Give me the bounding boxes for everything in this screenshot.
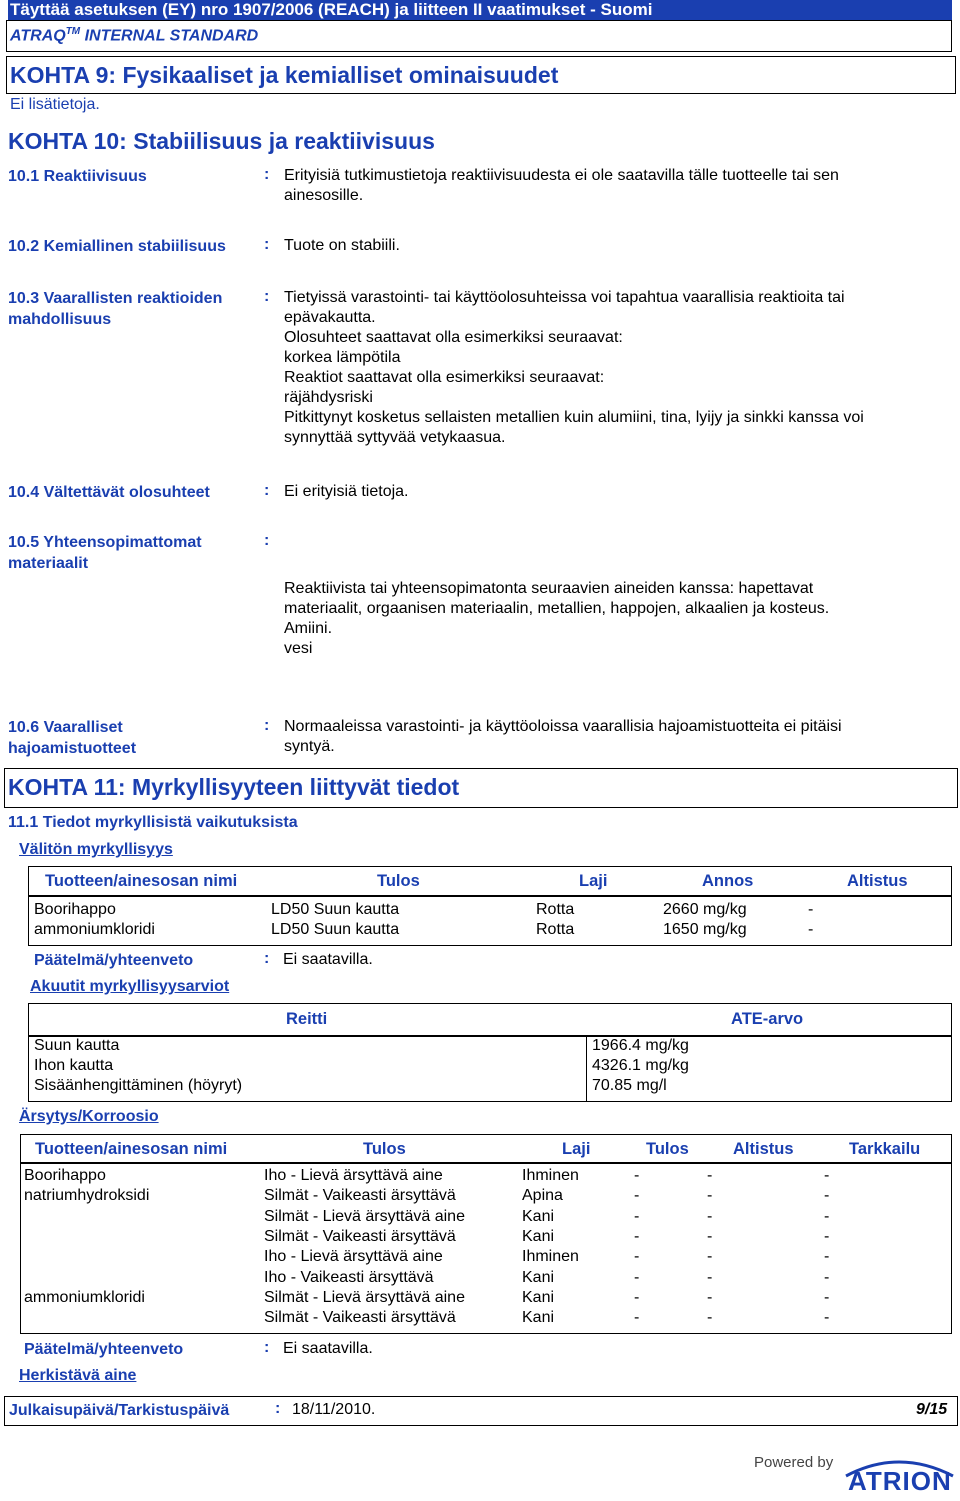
item-10-4-label: 10.4 Vältettävät olosuhteet (8, 484, 210, 501)
irr-row-species: Kani (522, 1309, 555, 1327)
ate-row-route: Suun kautta (34, 1037, 120, 1054)
irritation-conclusion-value: Ei saatavilla. (283, 1340, 373, 1357)
irr-row-species: Kani (522, 1207, 555, 1225)
acute-conclusion-label: Päätelmä/yhteenveto (34, 952, 194, 969)
irr-row-name: ammoniumkloridi (24, 1288, 145, 1306)
acute-row-result: LD50 Suun kautta (271, 921, 400, 938)
acute-row-result: LD50 Suun kautta (271, 901, 400, 918)
irr-row-observation: - (824, 1227, 830, 1245)
irr-row-species: Kani (522, 1288, 555, 1306)
powered-by-text: Powered by (754, 1454, 834, 1471)
section11-title: KOHTA 11: Myrkyllisyyteen liittyvät tiedot (8, 774, 460, 800)
irritation-table-body (20, 1163, 952, 1334)
irr-col-exposure: Altistus (733, 1140, 794, 1158)
irr-row-exposure: - (707, 1309, 713, 1327)
irr-row-exposure: - (707, 1187, 713, 1205)
irr-row-name: Boorihappo (24, 1167, 106, 1184)
irr-col-name: Tuotteen/ainesosan nimi (35, 1140, 228, 1158)
footer-date-value: 18/11/2010. (292, 1401, 376, 1418)
standard-box (6, 20, 952, 52)
irr-row-observation: - (824, 1187, 830, 1205)
irr-row-result: Silmät - Lievä ärsyttävä aine (264, 1207, 465, 1225)
irr-row-observation: - (824, 1288, 830, 1306)
ate-row-route: Sisäänhengittäminen (höyryt) (34, 1077, 243, 1094)
irr-row-score: - (634, 1187, 640, 1205)
footer-date-colon: : (275, 1400, 281, 1417)
item-10-3-value: Tietyissä varastointi- tai käyttöolosuhteissa voi tapahtua vaarallisia reaktioita tai epävakautta. Olosuhteet saattavat olla esimerkiksi seuraavat: korkea lämpötila Reaktiot saattavat olla esimerkiksi seuraavat: räjähdysriski Pitkittynyt kosketus sellaisten metallien kuin alumiini, tina, lyijy ja sinkki kanssa voi synnyttää syttyvää vetykaasua. (284, 289, 864, 446)
irr-row-score: - (634, 1207, 640, 1225)
ate-row-value: 1966.4 mg/kg (592, 1037, 689, 1054)
section10-title: KOHTA 10: Stabiilisuus ja reaktiivisuus (8, 128, 435, 154)
irr-row-score: - (634, 1309, 640, 1327)
item-10-1-colon: : (264, 166, 270, 183)
ate-col-value: ATE-arvo (731, 1010, 804, 1028)
item-10-3-colon: : (264, 288, 270, 305)
item-10-2-colon: : (264, 236, 270, 253)
irr-row-result: Iho - Lievä ärsyttävä aine (264, 1248, 443, 1266)
ate-row-route: Ihon kautta (34, 1057, 114, 1074)
acute-table-header (28, 866, 952, 896)
irr-row-exposure: - (707, 1167, 713, 1184)
irr-row-observation: - (824, 1167, 830, 1184)
irr-row-species: Kani (522, 1227, 555, 1245)
acute-col-name: Tuotteen/ainesosan nimi (45, 872, 238, 890)
acute-row-dose: 2660 mg/kg (663, 901, 747, 918)
irr-col-score: Tulos (646, 1140, 689, 1158)
irritation-conclusion-colon: : (264, 1339, 270, 1356)
irr-col-species: Laji (562, 1140, 591, 1158)
acute-row-exposure: - (808, 901, 814, 918)
irr-row-result: Iho - Lievä ärsyttävä aine (264, 1167, 443, 1184)
irr-row-name: natriumhydroksidi (24, 1187, 150, 1205)
irr-row-score: - (634, 1227, 640, 1245)
irr-row-species: Kani (522, 1268, 555, 1286)
acute-row-species: Rotta (536, 901, 575, 918)
acute-conclusion-colon: : (264, 950, 270, 967)
irr-row-exposure: - (707, 1288, 713, 1306)
atrion-logo-text: ATRION (848, 1466, 952, 1496)
acute-row-name: ammoniumkloridi (34, 921, 155, 938)
item-10-3-label: 10.3 Vaarallisten reaktioiden mahdollisuus (8, 290, 223, 328)
irr-row-result: Silmät - Lievä ärsyttävä aine (264, 1288, 465, 1306)
acute-col-exposure: Altistus (847, 872, 908, 890)
ate-row-value: 70.85 mg/l (592, 1077, 667, 1094)
section11-subtitle: 11.1 Tiedot myrkyllisistä vaikutuksista (8, 814, 298, 831)
item-10-1-label: 10.1 Reaktiivisuus (8, 168, 147, 185)
standard-name: ATRAQ (10, 27, 66, 45)
irr-col-result: Tulos (363, 1140, 406, 1158)
acute-conclusion-value: Ei saatavilla. (283, 951, 373, 968)
irr-row-exposure: - (707, 1268, 713, 1286)
irr-row-observation: - (824, 1248, 830, 1266)
ate-heading: Akuutit myrkyllisyysarviot (30, 978, 230, 995)
item-10-5-colon: : (264, 532, 270, 549)
acute-row-exposure: - (808, 921, 814, 938)
acute-row-species: Rotta (536, 921, 575, 938)
irr-row-observation: - (824, 1309, 830, 1327)
footer-date-label: Julkaisupäivä/Tarkistuspäivä (9, 1402, 230, 1419)
item-10-4-value: Ei erityisiä tietoja. (284, 483, 409, 500)
page-number: 9/15 (916, 1401, 948, 1418)
acute-table-body (28, 896, 952, 946)
irritation-heading: Ärsytys/Korroosio (19, 1108, 159, 1125)
acute-toxicity-heading: Välitön myrkyllisyys (19, 841, 173, 858)
regulation-banner: Täyttää asetuksen (EY) nro 1907/2006 (REACH) ja liitteen II vaatimukset - Suomi (8, 0, 952, 20)
irr-row-score: - (634, 1167, 640, 1184)
item-10-6-colon: : (264, 717, 270, 734)
irr-row-result: Silmät - Vaikeasti ärsyttävä (264, 1187, 456, 1205)
item-10-2-label: 10.2 Kemiallinen stabiilisuus (8, 238, 226, 255)
irr-row-observation: - (824, 1207, 830, 1225)
ate-col-route: Reitti (286, 1010, 328, 1028)
acute-col-species: Laji (579, 872, 608, 890)
irritation-conclusion-label: Päätelmä/yhteenveto (24, 1341, 184, 1358)
item-10-6-label: 10.6 Vaaralliset hajoamistuotteet (8, 719, 137, 757)
irr-row-species: Ihminen (522, 1167, 579, 1184)
item-10-1-value: Erityisiä tutkimustietoja reaktiivisuudesta ei ole saatavilla tälle tuotteelle tai sen ainesosille. (284, 167, 839, 204)
sensitizer-heading: Herkistävä aine (19, 1367, 137, 1384)
atrion-logo (842, 1452, 957, 1496)
irr-row-exposure: - (707, 1207, 713, 1225)
section9-note: Ei lisätietoja. (10, 96, 100, 113)
irr-row-score: - (634, 1268, 640, 1286)
standard-title (10, 26, 258, 45)
irr-col-observation: Tarkkailu (849, 1140, 921, 1158)
acute-row-dose: 1650 mg/kg (663, 921, 747, 938)
irr-row-exposure: - (707, 1248, 713, 1266)
acute-col-dose: Annos (702, 872, 754, 890)
acute-col-result: Tulos (377, 872, 420, 890)
ate-table-header (28, 1003, 952, 1036)
irr-row-score: - (634, 1248, 640, 1266)
irr-row-species: Ihminen (522, 1248, 579, 1266)
item-10-4-colon: : (264, 482, 270, 499)
irr-row-species: Apina (522, 1187, 563, 1205)
irr-row-result: Iho - Vaikeasti ärsyttävä (264, 1268, 434, 1286)
standard-rest: INTERNAL STANDARD (80, 27, 259, 45)
irr-row-result: Silmät - Vaikeasti ärsyttävä (264, 1309, 456, 1327)
item-10-5-value: Reaktiivista tai yhteensopimatonta seuraavien aineiden kanssa: hapettavat materiaalit, orgaanisen materiaalin, metallien, happojen, alkaalien ja kosteus. Amiini. vesi (284, 580, 830, 657)
item-10-2-value: Tuote on stabiili. (284, 237, 400, 254)
item-10-6-value: Normaaleissa varastointi- ja käyttöoloissa vaarallisia hajoamistuotteita ei pitäisi syntyä. (284, 718, 842, 755)
irr-row-result: Silmät - Vaikeasti ärsyttävä (264, 1227, 456, 1245)
irr-row-exposure: - (707, 1227, 713, 1245)
ate-divider (586, 1036, 587, 1102)
irritation-table-header (20, 1134, 952, 1163)
section9-title: KOHTA 9: Fysikaaliset ja kemialliset ominaisuudet (10, 62, 559, 88)
irr-row-score: - (634, 1288, 640, 1306)
item-10-5-label: 10.5 Yhteensopimattomat materiaalit (8, 534, 202, 572)
irr-row-observation: - (824, 1268, 830, 1286)
ate-row-value: 4326.1 mg/kg (592, 1057, 689, 1074)
acute-row-name: Boorihappo (34, 901, 116, 918)
trademark: TM (65, 26, 81, 37)
